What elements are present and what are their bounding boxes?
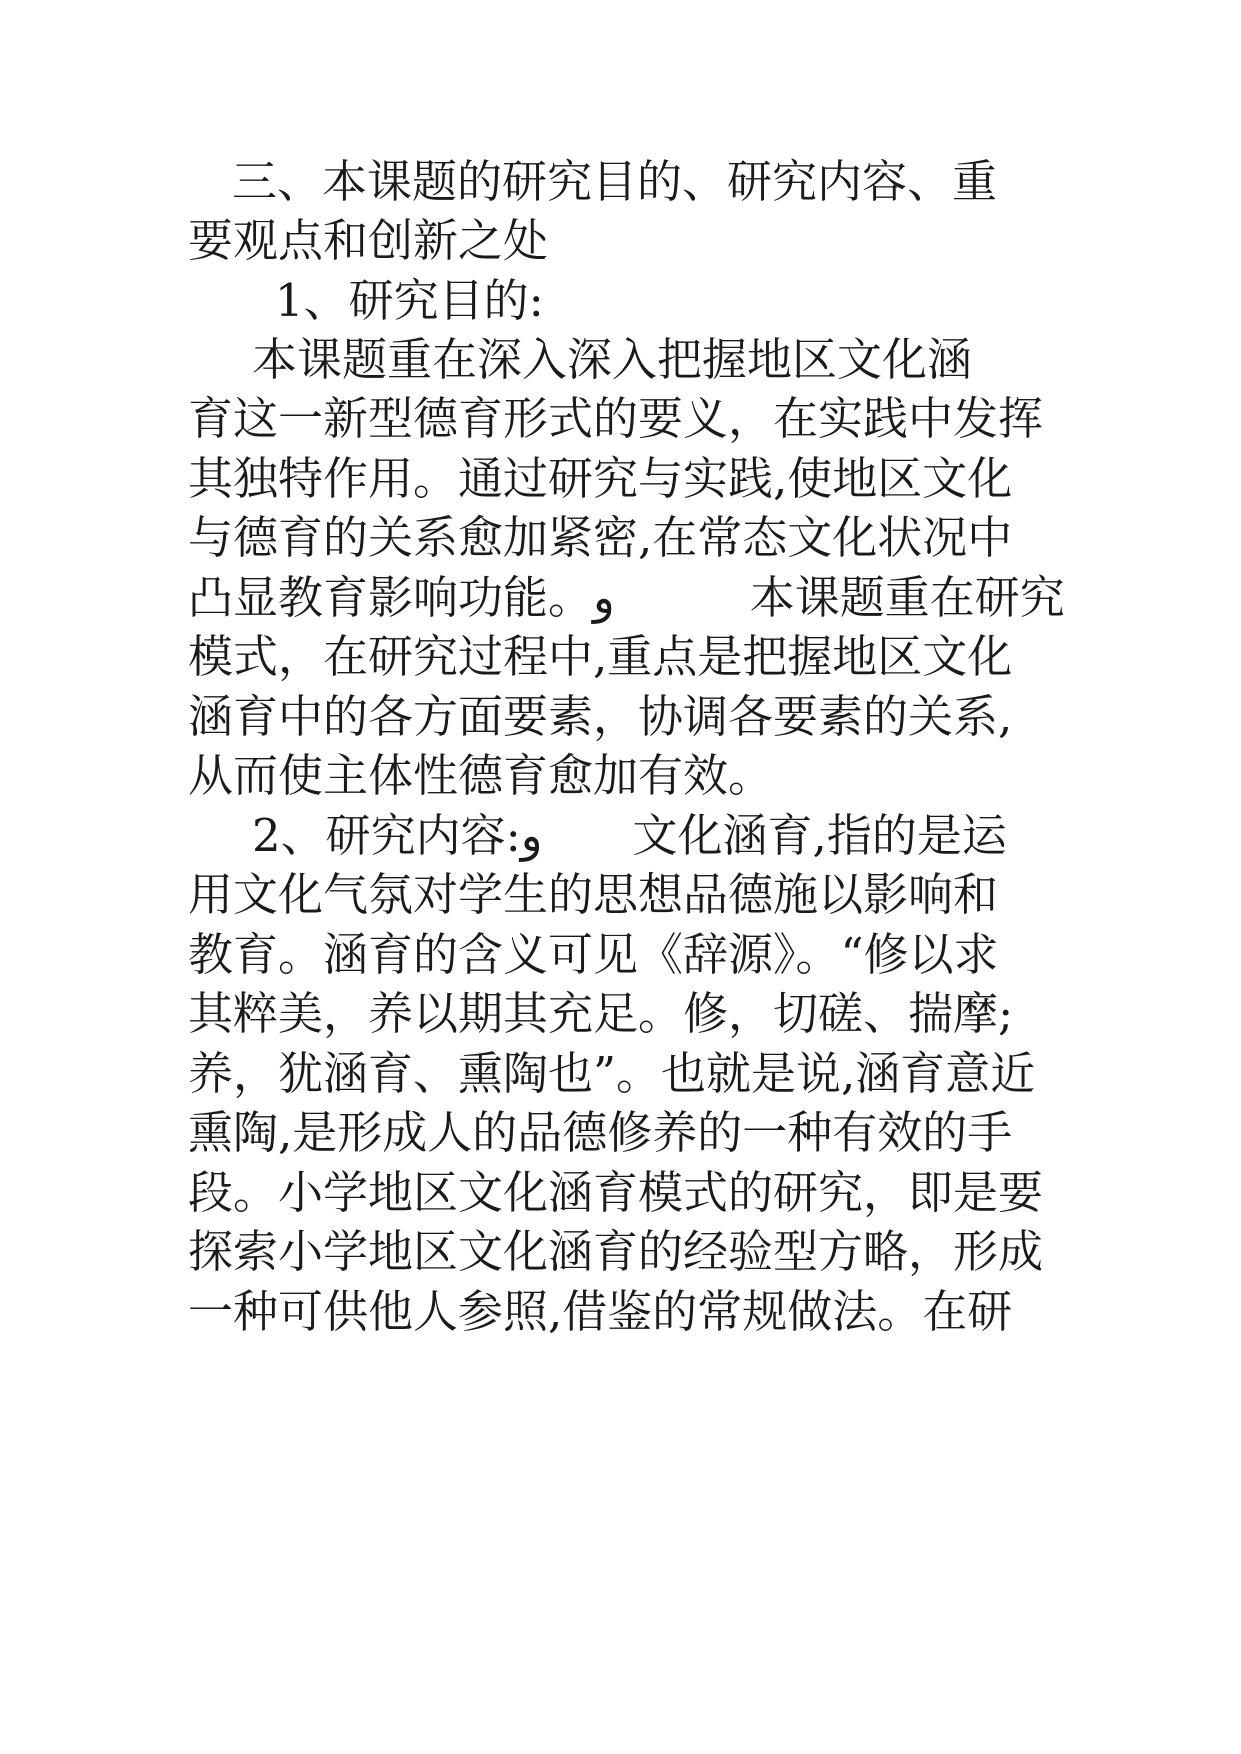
paragraph-line: 凸显教育影响功能。و 本课题重在研究 [188, 571, 1065, 624]
paragraph-line: 一种可供他人参照,借鉴的常规做法。在研 [188, 1285, 1013, 1338]
paragraph-line: 涵育中的各方面要素，协调各要素的关系, [188, 690, 1013, 743]
paragraph-line: 从而使主体性德育愈加有效。 [188, 749, 774, 802]
subheading-research-purpose: 1、研究目的: [275, 274, 544, 327]
paragraph-line: 育这一新型德育形式的要义，在实践中发挥 [188, 392, 1044, 445]
paragraph-line: 模式，在研究过程中,重点是把握地区文化 [188, 630, 1013, 683]
paragraph-line: 本课题重在深入深入把握地区文化涵 [252, 333, 973, 386]
paragraph-line: 教育。涵育的含义可见《辞源》。“修以求 [188, 928, 999, 981]
paragraph-line: 与德育的关系愈加紧密,在常态文化状况中 [188, 511, 1013, 564]
paragraph-line: 段。小学地区文化涵育模式的研究，即是要 [188, 1166, 1044, 1219]
paragraph-line: 其粹美，养以期其充足。修，切磋、揣摩; [188, 987, 1014, 1040]
paragraph-line: 熏陶,是形成人的品德修养的一种有效的手 [188, 1106, 1013, 1159]
paragraph-line: 用文化气氛对学生的思想品德施以影响和 [188, 868, 999, 921]
section-heading-line-2: 要观点和创新之处 [188, 214, 549, 267]
subheading-research-content: 2、研究内容:و 文化涵育,指的是运 [252, 809, 1007, 862]
paragraph-line: 探索小学地区文化涵育的经验型方略，形成 [188, 1225, 1044, 1278]
paragraph-line: 养，犹涵育、熏陶也”。也就是说,涵育意近 [188, 1047, 1036, 1100]
section-heading-line-1: 三、本课题的研究目的、研究内容、重 [232, 155, 998, 208]
paragraph-line: 其独特作用。通过研究与实践,使地区文化 [188, 452, 1013, 505]
